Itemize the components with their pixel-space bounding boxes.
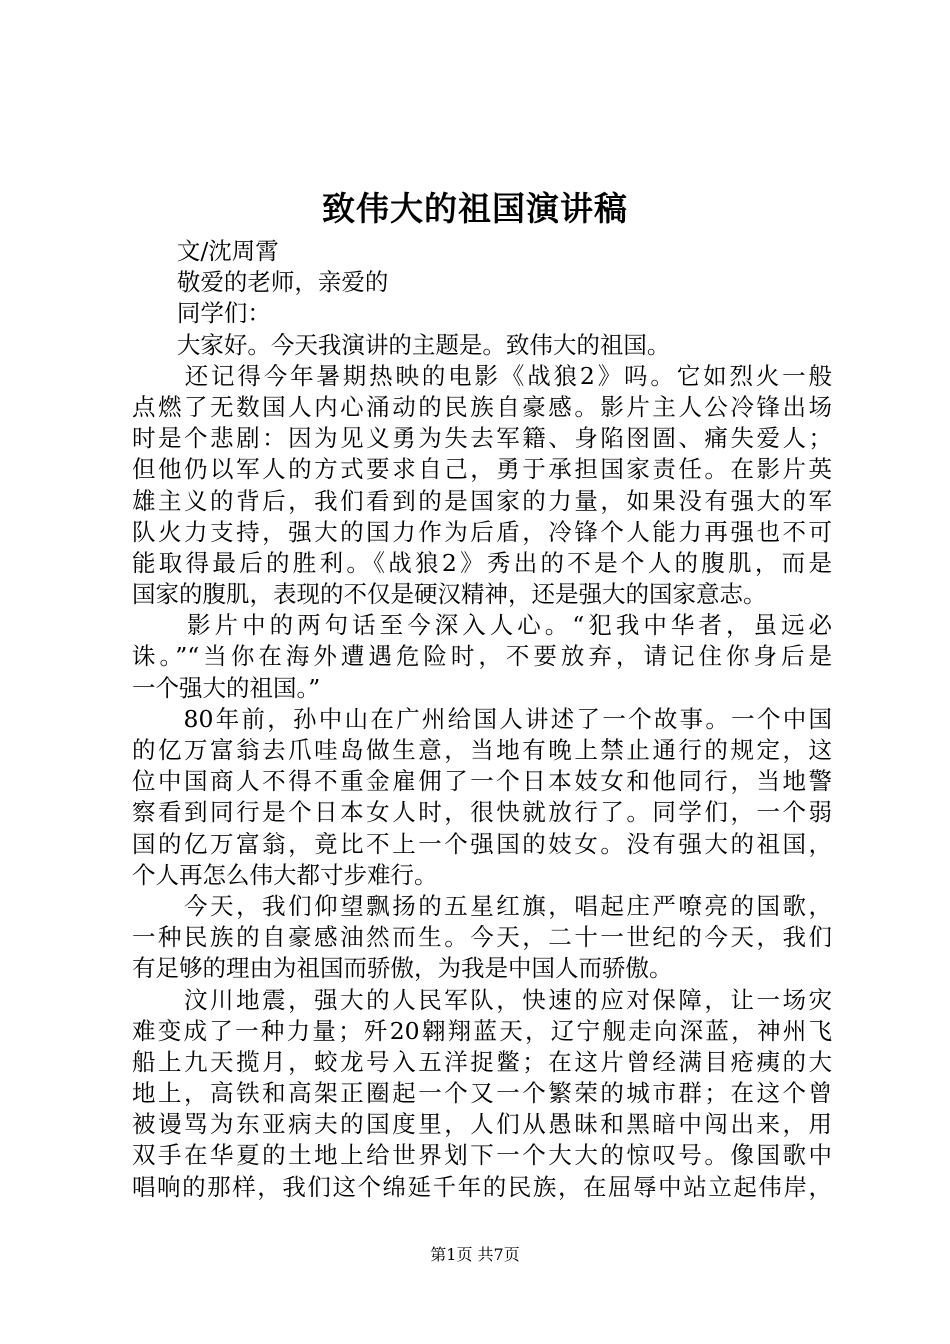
text-line: 但他仍以军人的方式要求自己，勇于承担国家责任。在影片英 (132, 455, 832, 484)
text-line: 能取得最后的胜利。《战狼2》秀出的不是个人的腹肌，而是 (132, 548, 832, 577)
text-line: 地上，高铁和高架正圈起一个又一个繁荣的城市群；在这个曾 (132, 1079, 832, 1108)
document-title: 致伟大的祖国演讲稿 (322, 189, 628, 228)
text-line: 位中国商人不得不重金雇佣了一个日本妓女和他同行，当地警 (132, 767, 832, 796)
text-line: 双手在华夏的土地上给世界划下一个大大的惊叹号。像国歌中 (132, 1141, 832, 1170)
text-line: 还记得今年暑期热映的电影《战狼2》吗。它如烈火一般 (132, 361, 832, 390)
speech-body (132, 236, 832, 1203)
text-line: 点燃了无数国人内心涌动的民族自豪感。影片主人公冷锋出场 (132, 392, 832, 421)
text-line: 难变成了一种力量；歼20翱翔蓝天，辽宁舰走向深蓝，神州飞 (132, 1016, 832, 1045)
text-line: 今天，我们仰望飘扬的五星红旗，唱起庄严嘹亮的国歌， (132, 891, 832, 920)
text-line: 被谩骂为东亚病夫的国度里，人们从愚昧和黑暗中闯出来，用 (132, 1110, 832, 1139)
text-line: 雄主义的背后，我们看到的是国家的力量，如果没有强大的军 (132, 486, 832, 515)
text-line: 文/沈周霄 (132, 237, 279, 265)
text-line: 诛。”“当你在海外遭遇危险时，不要放弃，请记住你身后是 (132, 642, 832, 671)
text-line: 船上九天揽月，蛟龙号入五洋捉鳖；在这片曾经满目疮痍的大 (132, 1047, 832, 1076)
text-line: 队火力支持，强大的国力作为后盾，冷锋个人能力再强也不可 (132, 517, 832, 546)
text-line: 察看到同行是个日本女人时，很快就放行了。同学们，一个弱 (132, 798, 832, 827)
text-line: 唱响的那样，我们这个绵延千年的民族，在屈辱中站立起伟岸， (132, 1172, 832, 1201)
text-line: 国家的腹肌，表现的不仅是硬汉精神，还是强大的国家意志。 (132, 580, 767, 609)
text-line: 的亿万富翁去爪哇岛做生意，当地有晚上禁止通行的规定，这 (132, 736, 832, 764)
page-footer: 第1页 共7页 (430, 1245, 520, 1264)
text-line: 汶川地震，强大的人民军队，快速的应对保障，让一场灾 (132, 985, 832, 1014)
text-line: 80年前，孙中山在广州给国人讲述了一个故事。一个中国 (132, 704, 832, 733)
text-line: 国的亿万富翁，竟比不上一个强国的妓女。没有强大的祖国， (132, 829, 832, 858)
text-line: 有足够的理由为祖国而骄傲，为我是中国人而骄傲。 (132, 954, 673, 983)
text-line: 一种民族的自豪感油然而生。今天，二十一世纪的今天，我们 (132, 923, 832, 952)
text-line: 时是个悲剧：因为见义勇为失去军籍、身陷囹圄、痛失爱人； (132, 424, 832, 453)
text-line: 影片中的两句话至今深入人心。“犯我中华者，虽远必 (132, 611, 832, 640)
text-line: 大家好。今天我演讲的主题是。致伟大的祖国。 (132, 330, 671, 359)
text-line: 同学们： (132, 299, 271, 328)
text-line: 一个强大的祖国。” (132, 673, 321, 702)
text-line: 敬爱的老师，亲爱的 (132, 268, 389, 297)
text-line: 个人再怎么伟大都寸步难行。 (132, 860, 438, 889)
